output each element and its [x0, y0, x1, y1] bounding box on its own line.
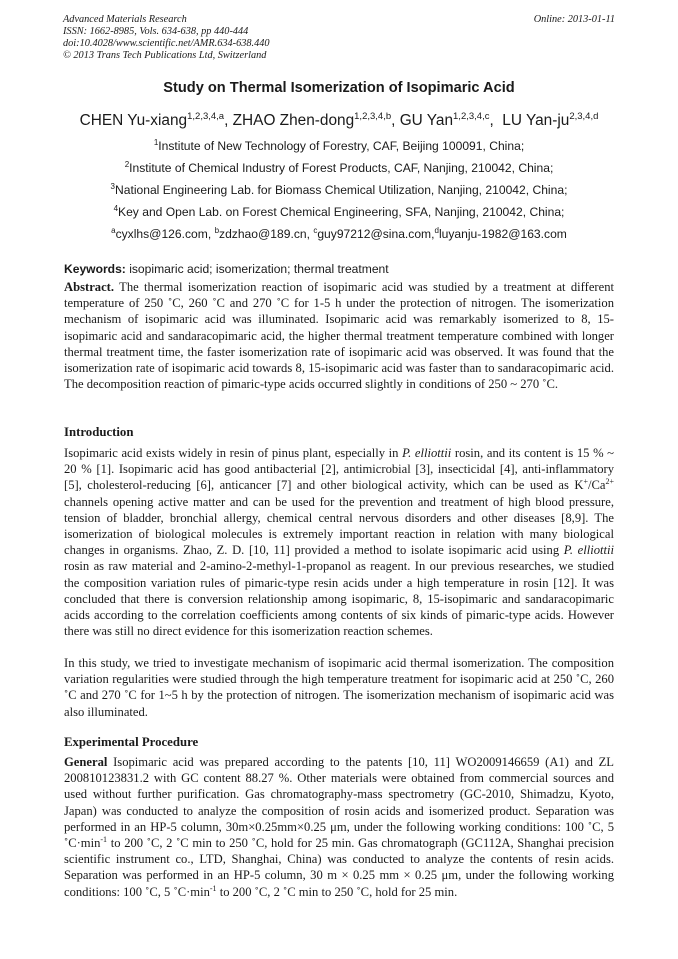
author-superscript: 1,2,3,4,a — [187, 110, 225, 122]
email-superscript: b — [214, 225, 220, 235]
superscript: + — [583, 477, 588, 487]
abstract — [64, 279, 614, 392]
intro-text: rosin as raw material and 2-amino-2-methyl-1-propanol as reagent. In our previous researches, we studied the composition variation rules of pimaric-type resin acids under a high temperature in rosin [12]. It was concluded that there is conversion relationship among isopimaric, 8, 15-isopimaric and sandaracopimaric acids according to the correlation coefficients among contents of six kinds of pimaric-type acids. However there was still no direct evidence for this isomerization reaction schemes. — [64, 559, 614, 639]
keywords-text: isopimaric acid; isomerization; thermal treatment — [129, 262, 389, 276]
author-name: ZHAO Zhen-dong — [232, 112, 355, 129]
intro-text: channels opening active matter and can be used for the prevention and treatment of high blood pressure, tension of bladder, bronchial allergy, chemical central nervous disorders and other diseases [8,9]. The isomerization of biological molecules is extremely important reaction in relation with many biological changes in organisms. Zhao, Z. D. [10, 11] provided a method to isolate isopimaric acid using — [64, 494, 614, 558]
journal-header — [63, 14, 615, 62]
email-list — [0, 227, 678, 241]
online-date: Online: 2013-01-11 — [533, 14, 615, 25]
affiliation-text: Institute of New Technology of Forestry, CAF, Beijing 100091, China; — [158, 139, 525, 153]
author-superscript: 1,2,3,4,b — [354, 110, 392, 122]
copyright-line: © 2013 Trans Tech Publications Ltd, Switzerland — [63, 50, 267, 61]
email-link[interactable]: guy97212@sina.com, — [317, 227, 435, 241]
experimental-text: to 200 ˚C, 2 ˚C min to 250 ˚C, hold for 25 min. Gas chromatograph (GC112A, Shanghai precision scientific instrument co., LTD, Shanghai, China) was conducted to analyze the contents of resin acids. Separation was performed in an HP-5 column, 30 m × 0.25 mm × 0.25 μm, under the following working conditions: 100 ˚C, 5 ˚C·min — [64, 836, 614, 899]
keywords — [64, 262, 389, 276]
email-superscript: d — [434, 225, 439, 235]
introduction-paragraph — [64, 445, 614, 639]
experimental-text: Isopimaric acid was prepared according to the patents [10, 11] WO2009146659 (A1) and ZL 200810123831.2 with GC content 88.27 %. Other materials were obtained from commercial sources and used without further purification. Gas chromatography-mass spectrometry (GC-2010, Shimadzu, Kyoto, Japan) was conducted to analyze the composition of rosin acids and isomerized product. Separation was performed in an HP-5 column, 30m×0.25mm×0.25 μm, under the following working conditions: 100 ˚C, 5 ˚C·min — [64, 755, 614, 851]
subsection-label: General — [64, 755, 108, 769]
doi-line: doi:10.4028/www.scientific.net/AMR.634-638.440 — [63, 38, 270, 49]
affiliation-superscript: 4 — [113, 203, 119, 213]
affiliation-superscript: 1 — [153, 137, 159, 147]
email-link[interactable]: zdzhao@189.cn, — [219, 227, 314, 241]
affiliation-text: Institute of Chemical Industry of Forest Products, CAF, Nanjing, 210042, China; — [129, 161, 554, 175]
species-name: P. elliottii — [563, 543, 614, 558]
author-name: GU Yan — [399, 112, 454, 129]
affiliation — [0, 161, 678, 175]
author-superscript: 2,3,4,d — [569, 110, 599, 122]
intro-text: Isopimaric acid exists widely in resin of pinus plant, especially in — [64, 446, 403, 460]
affiliation-superscript: 2 — [124, 159, 130, 169]
affiliation — [0, 205, 678, 219]
email-superscript: c — [313, 225, 318, 235]
superscript: 2+ — [605, 477, 614, 487]
experimental-paragraph — [64, 754, 614, 900]
paper-title: Study on Thermal Isomerization of Isopimaric Acid — [163, 80, 515, 96]
abstract-label: Abstract. — [64, 280, 115, 294]
author-superscript: 1,2,3,4,c — [453, 110, 490, 122]
email-link[interactable]: luyanju-1982@163.com — [438, 227, 567, 241]
author-name: CHEN Yu-xiang — [79, 112, 188, 129]
species-name: P. elliottii — [402, 446, 452, 460]
section-heading-experimental: Experimental Procedure — [64, 735, 199, 749]
abstract-text: The thermal isomerization reaction of isopimaric acid was studied by a treatment at different temperature of 250 ˚C, 260 ˚C and 270 ˚C for 1-5 h under the protection of nitrogen. The isomerization mechanism of isopimaric acid was illuminated. Isopimaric acid was remarkably isomerized to 8, 15-isopimaric acid and sandaracopimaric acid, the higher thermal treatment temperature combined with longer thermal treatment time, the faster isomerization rate of isopimaric acid was observed. It was found that the isomerization rate of isopimaric acid towards 8, 15-isopimaric acid was faster than to sandaracopimaric acid. The decomposition reaction of pimaric-type acids occurred slightly in conditions of 250 ~ 270 ˚C. — [64, 280, 615, 392]
superscript: -1 — [100, 834, 108, 844]
email-link[interactable]: cyxlhs@126.com, — [115, 227, 215, 241]
affiliation-text: Key and Open Lab. on Forest Chemical Engineering, SFA, Nanjing, 210042, China; — [118, 205, 565, 219]
email-superscript: a — [111, 225, 116, 235]
author-list: CHEN Yu-xiang$^{1,2,3,4,a}$, ZHAO Zhen-dong$^{1,2,3,4,b}$, GU Yan$^{1,2,3,4,c}$, LU Yan-ju$^{2,3,4,d}$ — [79, 110, 599, 129]
intro-text: rosin, and its content is 15 % ~ 20 % [1]. Isopimaric acid has good antibacterial [2], antimicrobial [3], insecticidal [4], anti-inflammatory [5], cholesterol-reducing [6], anticancer [7] and other biological activity, which can be used as K — [64, 446, 614, 493]
issn-line: ISSN: 1662-8985, Vols. 634-638, pp 440-444 — [63, 26, 249, 37]
journal-name: Advanced Materials Research — [63, 14, 187, 25]
affiliation-text: National Engineering Lab. for Biomass Chemical Utilization, Nanjing, 210042, China; — [115, 183, 568, 197]
introduction-paragraph: In this study, we tried to investigate mechanism of isopimaric acid thermal isomerization. The composition variation regularities were studied through the high temperature treatment for isopimaric acid at 250 ˚C, 260 ˚C and 270 ˚C for 1~5 h by the protection of nitrogen. The isomerization mechanism of isopimaric acid was also illuminated. — [64, 656, 614, 719]
affiliation — [0, 139, 678, 153]
author-name: LU Yan-ju — [502, 112, 570, 129]
affiliation — [0, 183, 678, 197]
keywords-label: Keywords: — [64, 262, 126, 276]
section-heading-introduction: Introduction — [64, 425, 134, 439]
intro-text: /Ca — [587, 478, 606, 493]
experimental-text: to 200 ˚C, 2 ˚C min to 250 ˚C, hold for 25 min. — [216, 884, 458, 899]
superscript: -1 — [209, 883, 217, 893]
affiliation-superscript: 3 — [110, 181, 115, 191]
